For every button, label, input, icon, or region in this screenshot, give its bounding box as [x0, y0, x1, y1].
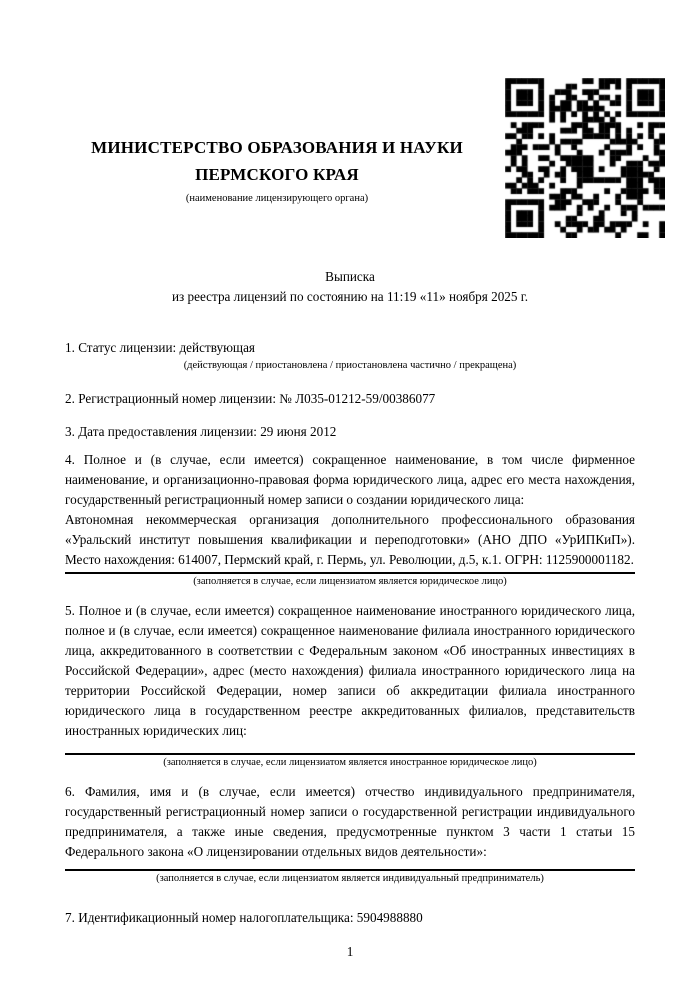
page-number: 1 [346, 944, 354, 959]
section-foreign-entity [65, 601, 635, 771]
legal-entity-label: 4. Полное и (в случае, если имеется) сокращенное наименование, в том числе фирменное наименование, и организационно-правовая форма юридического лица, адрес его места нахождения, государственный регистрационный номер записи о создании юридического лица: [65, 452, 635, 507]
section-legal-entity [65, 450, 635, 590]
document-body [65, 338, 635, 928]
legal-entity-caption: (заполняется в случае, если лицензиатом является юридическое лицо) [193, 576, 507, 587]
section-individual-entrepreneur [65, 782, 635, 887]
licensing-authority-name-line2: ПЕРМСКОГО КРАЯ [195, 165, 359, 184]
licensing-authority-block [65, 0, 489, 207]
section-registration-number: 2. Регистрационный номер лицензии: № Л035-01212-59/00386077 [65, 391, 436, 406]
foreign-entity-caption: (заполняется в случае, если лицензиатом является иностранное юридическое лицо) [163, 757, 537, 768]
license-status-caption: (действующая / приостановлена / приостановлена частично / прекращена) [183, 360, 517, 371]
document-title-line2: из реестра лицензий по состоянию на 11:19 «11» ноября 2025 г. [171, 289, 529, 304]
section-license-status [65, 338, 635, 374]
licensing-authority-caption: (наименование лицензирующего органа) [185, 193, 369, 204]
legal-entity-value: Автономная некоммерческая организация дополнительного профессионального образования «Уральский институт повышения квалификации и переподготовки» (АНО ДПО «УрИПКиП»). Место нахождения: 614007, Пермский край, г. Пермь, ул. Революции, д.5, к.1. ОГРН: 1125900001182. [65, 512, 635, 567]
document-title-line1: Выписка [325, 269, 375, 284]
section-taxpayer-number: 7. Идентификационный номер налогоплательщика: 5904988880 [65, 910, 423, 925]
qr-code-icon [505, 78, 665, 238]
document-title [65, 267, 635, 307]
individual-entrepreneur-label: 6. Фамилия, имя и (в случае, если имеется) отчество индивидуального предпринимателя, государственный регистрационный номер записи о государственной регистрации индивидуального предпринимателя, а также иные сведения, предусмотренные пунктом 3 части 1 статьи 15 Федерального закона «О лицензировании отдельных видов деятельности»: [65, 784, 635, 859]
section-license-date: 3. Дата предоставления лицензии: 29 июня 2012 [65, 424, 337, 439]
foreign-entity-label: 5. Полное и (в случае, если имеется) сокращенное наименование иностранного юридического лица, полное и (в случае, если имеется) сокращенное наименование филиала иностранного юридического лица, аккредитованного в соответствии с Федеральным законом «Об иностранных инвестициях в Российской Федерации», адрес (место нахождения) филиала иностранного юридического лица на территории Российской Федерации, номер записи об аккредитации филиала иностранного юридического лица в государственном реестре аккредитованных филиалов, представительств иностранных юридических лиц: [65, 603, 635, 738]
licensing-authority-name-line1: МИНИСТЕРСТВО ОБРАЗОВАНИЯ И НАУКИ [91, 138, 463, 157]
license-status-text: 1. Статус лицензии: действующая [65, 340, 256, 355]
individual-entrepreneur-caption: (заполняется в случае, если лицензиатом является индивидуальный предприниматель) [156, 873, 544, 884]
